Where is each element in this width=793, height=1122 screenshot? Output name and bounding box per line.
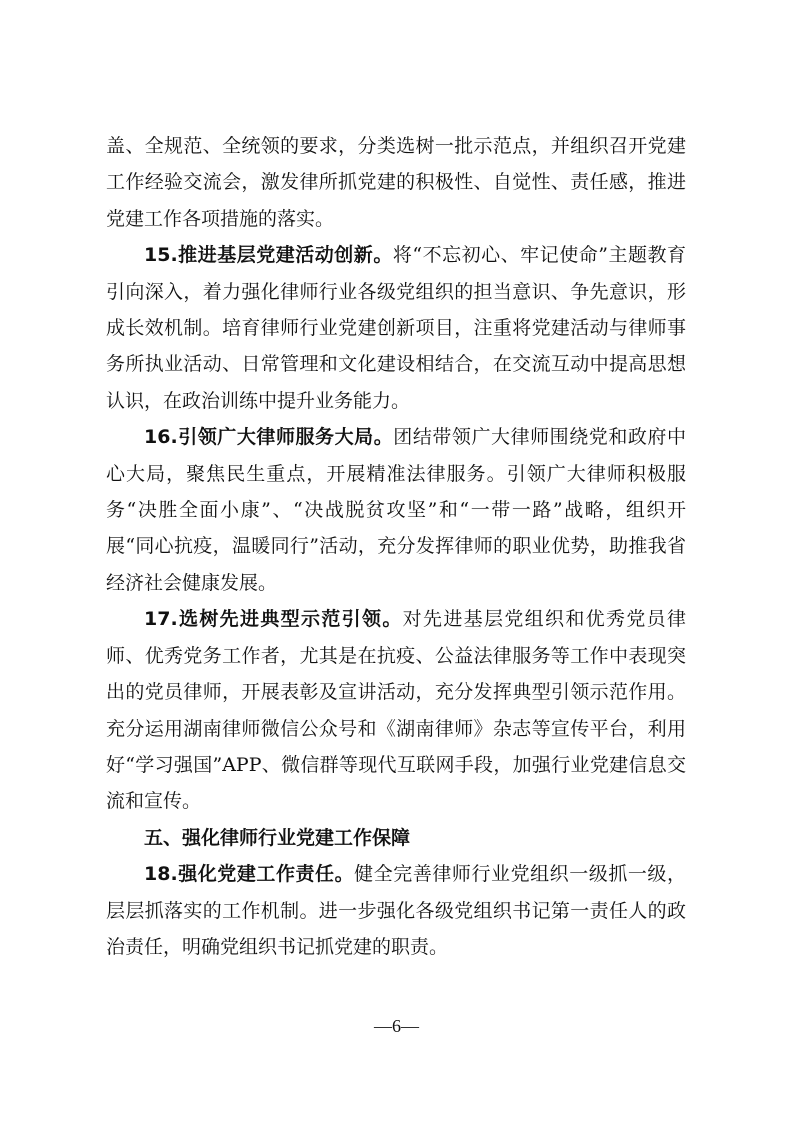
paragraph-continued <box>106 128 686 237</box>
paragraph-text: 对先进基层党组织和优秀党员律师、优秀党务工作者，尤其是在抗疫、公益法律服务等工作中表现突出的党员律师，开展表彰及宣讲活动，充分发挥典型引领示范作用。充分运用湖南律师微信公众号和《湖南律师》杂志等宣传平台，利用好“学习强国”APP、微信群等现代互联网手段，加强行业党建信息交流和宣传。 <box>106 608 686 813</box>
paragraph-16 <box>106 419 686 601</box>
paragraph-lead: 17.选树先进典型示范引领。 <box>144 608 403 631</box>
page-number: —6— <box>374 1016 419 1036</box>
paragraph-text: 健全完善律师行业党组织一级抓一级，层层抓落实的工作机制。进一步强化各级党组织书记第一责任人的政治责任，明确党组织书记抓党建的职责。 <box>106 863 686 958</box>
paragraph-lead: 18.强化党建工作责任。 <box>144 863 355 886</box>
paragraph-lead: 15.推进基层党建活动创新。 <box>144 244 393 267</box>
paragraph-15 <box>106 237 686 419</box>
paragraph-text: 团结带领广大律师围绕党和政府中心大局，聚焦民生重点，开展精准法律服务。引领广大律师积极服务“决胜全面小康”、“决战脱贫攻坚”和“一带一路”战略，组织开展“同心抗疫，温暖同行”活动，充分发挥律师的职业优势，助推我省经济社会健康发展。 <box>106 426 686 594</box>
paragraph-18 <box>106 856 686 965</box>
section-heading: 五、强化律师行业党建工作保障 <box>144 826 411 849</box>
paragraph-text: 将“不忘初心、牢记使命”主题教育引向深入，着力强化律师行业各级党组织的担当意识、争先意识，形成长效机制。培育律师行业党建创新项目，注重将党建活动与律师事务所执业活动、日常管理和文化建设相结合，在交流互动中提高思想认识，在政治训练中提升业务能力。 <box>106 244 686 412</box>
paragraph-17 <box>106 601 686 819</box>
paragraph-lead: 16.引领广大律师服务大局。 <box>144 426 394 449</box>
body-text <box>106 128 686 965</box>
paragraph-text: 盖、全规范、全统领的要求，分类选树一批示范点，并组织召开党建工作经验交流会，激发律所抓党建的积极性、自觉性、责任感，推进党建工作各项措施的落实。 <box>106 135 686 230</box>
